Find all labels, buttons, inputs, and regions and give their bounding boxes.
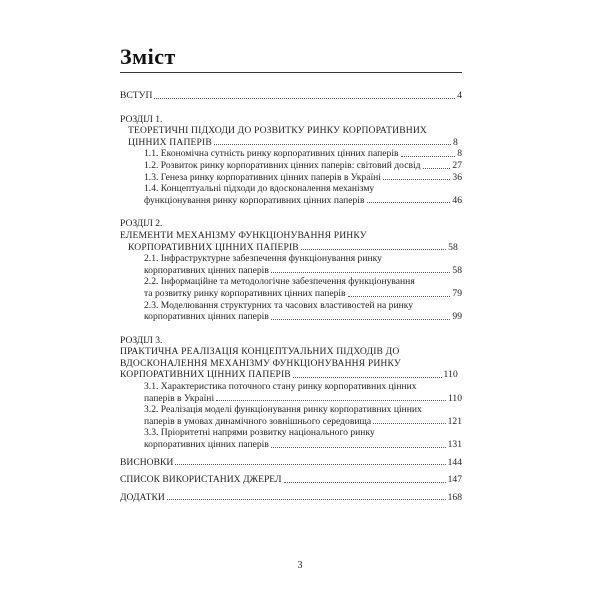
toc-entry-label: 1.3. Генеза ринку корпоративних цінних паперів в Україні <box>144 171 381 183</box>
dot-leader <box>167 499 446 500</box>
toc-entry-intro[interactable] <box>120 90 462 102</box>
toc-entry-part-2[interactable] <box>120 242 462 254</box>
toc-entry-2-2[interactable] <box>120 276 462 299</box>
dot-leader <box>216 400 446 401</box>
toc-entry-page: 147 <box>447 474 462 486</box>
toc-entry-1-1[interactable] <box>120 148 462 160</box>
title-rule <box>120 72 462 73</box>
toc-entry-2-3[interactable] <box>120 300 462 323</box>
toc-entry-label: 1.2. Розвиток ринку корпоративних цінних паперів: світовий досвід <box>144 159 421 171</box>
dot-leader <box>271 447 446 448</box>
toc-entry-label: 2.1. Інфраструктурне забезпечення функціонування ринку <box>144 253 382 265</box>
toc-entry-label: 3.3. Пріоритетні напрями розвитку національного ринку <box>144 427 375 439</box>
toc-entry-3-3[interactable] <box>120 427 462 450</box>
page-number: 3 <box>297 560 303 571</box>
dot-leader <box>401 156 456 157</box>
toc-entry-page: 168 <box>447 491 462 503</box>
toc-part-1 <box>120 114 462 207</box>
toc-entry-1-4[interactable] <box>120 183 462 206</box>
part-title-line: КОРПОРАТИВНИХ ЦІННИХ ПАПЕРІВ <box>128 241 299 253</box>
dot-leader <box>383 179 450 180</box>
toc-entry-label: корпоративних цінних паперів <box>144 311 269 323</box>
dot-leader <box>301 249 446 250</box>
toc-entry-label: 2.3. Моделювання структурних та часових властивостей на ринку <box>144 299 414 311</box>
toc-entry-page: 58 <box>448 241 458 253</box>
toc-part-2 <box>120 218 462 322</box>
toc-entry-label: ВИСНОВКИ <box>120 456 174 468</box>
toc-entry-1-2[interactable] <box>120 160 462 172</box>
toc-entry-part-1[interactable] <box>120 137 462 149</box>
toc-entry-page: 36 <box>452 171 462 183</box>
toc-entry-references[interactable] <box>120 474 462 486</box>
toc-entry-3-1[interactable] <box>120 381 462 404</box>
toc-entry-label: 2.2. Інформаційне та методологічне забезпечення функціонування <box>144 276 415 288</box>
toc-entry-label: ВСТУП <box>120 90 153 101</box>
toc-entry-label: СПИСОК ВИКОРИСТАНИХ ДЖЕРЕЛ <box>120 474 282 486</box>
part-title-line: ЦІННИХ ПАПЕРІВ <box>128 136 212 148</box>
toc-entry-label: 3.1. Характеристика поточного стану ринку корпоративних цінних <box>144 381 417 393</box>
toc-entry-page: 99 <box>452 311 462 323</box>
part-title-line: ПРАКТИЧНА РЕАЛІЗАЦІЯ КОНЦЕПТУАЛЬНИХ ПІДХОДІВ ДО <box>120 346 400 358</box>
toc-entry-page: 121 <box>447 415 462 427</box>
dot-leader <box>293 377 442 378</box>
toc-entry-page: 144 <box>447 456 462 468</box>
dot-leader <box>373 423 445 424</box>
toc-entry-label: паперів в Україні <box>144 392 215 404</box>
part-label: РОЗДІЛ 1. <box>120 113 163 125</box>
toc-entry-label: 3.2. Реалізація моделі функціонування ринку корпоративних цінних <box>144 404 422 416</box>
toc-entry-page: 4 <box>457 90 462 101</box>
toc-entry-page: 46 <box>452 194 462 206</box>
dot-leader <box>175 464 445 465</box>
toc-entry-1-3[interactable] <box>120 172 462 184</box>
dot-leader <box>348 296 451 297</box>
toc-entry-conclusions[interactable] <box>120 457 462 469</box>
toc-entry-label: корпоративних цінних паперів <box>144 264 269 276</box>
table-of-contents <box>120 90 462 503</box>
toc-entry-page: 79 <box>452 287 462 299</box>
toc-entry-page: 58 <box>452 264 462 276</box>
dot-leader <box>284 482 446 483</box>
part-title-line: ТЕОРЕТИЧНІ ПІДХОДИ ДО РОЗВИТКУ РИНКУ КОРПОРАТИВНИХ <box>128 125 427 137</box>
dot-leader <box>154 98 455 99</box>
page-title: Зміст <box>120 44 176 69</box>
toc-entry-page: 110 <box>443 369 458 381</box>
part-title-line: ЕЛЕМЕНТИ МЕХАНІЗМУ ФУНКЦІОНУВАННЯ РИНКУ <box>120 229 367 241</box>
toc-entry-appendices[interactable] <box>120 492 462 504</box>
toc-entry-page: 27 <box>452 159 462 171</box>
toc-entry-page: 8 <box>453 136 458 148</box>
dot-leader <box>271 272 451 273</box>
part-label: РОЗДІЛ 2. <box>120 218 163 230</box>
toc-entry-label: функціонування ринку корпоративних цінних паперів <box>144 194 365 206</box>
part-title-line: КОРПОРАТИВНИХ ЦІННИХ ПАПЕРІВ <box>120 369 291 381</box>
toc-entry-label: 1.1. Економічна сутність ринку корпоративних цінних паперів <box>144 148 399 160</box>
dot-leader <box>271 319 451 320</box>
dot-leader <box>367 202 451 203</box>
toc-entry-label: паперів в умовах динамічного зовнішнього середовища <box>144 415 372 427</box>
toc-entry-page: 110 <box>447 392 462 404</box>
toc-entry-3-2[interactable] <box>120 404 462 427</box>
dot-leader <box>214 144 451 145</box>
toc-entry-label: 1.4. Концептуальні підходи до вдосконалення механізму <box>144 183 375 195</box>
toc-entry-part-3[interactable] <box>120 369 462 381</box>
part-label: РОЗДІЛ 3. <box>120 334 163 346</box>
toc-entry-2-1[interactable] <box>120 253 462 276</box>
dot-leader <box>423 168 451 169</box>
toc-entry-label: та розвитку ринку корпоративних цінних паперів <box>144 287 346 299</box>
toc-entry-label: корпоративних цінних паперів <box>144 439 269 451</box>
toc-entry-page: 131 <box>447 439 462 451</box>
part-title-line: ВДОСКОНАЛЕННЯ МЕХАНІЗМУ ФУНКЦІОНУВАННЯ РИНКУ <box>120 357 401 369</box>
toc-entry-page: 8 <box>457 148 462 160</box>
toc-part-3 <box>120 335 462 451</box>
toc-entry-label: ДОДАТКИ <box>120 491 165 503</box>
